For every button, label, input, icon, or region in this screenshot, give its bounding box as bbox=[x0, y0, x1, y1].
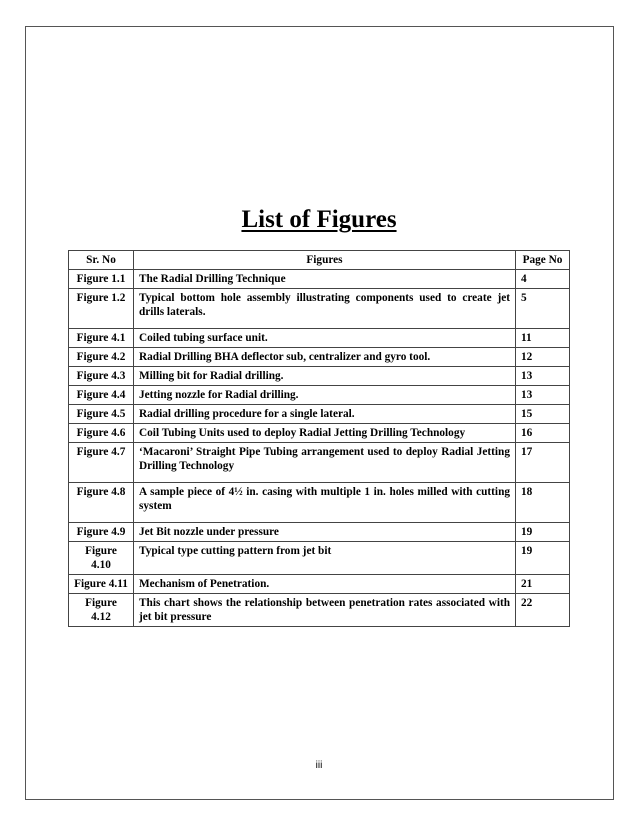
header-sr-no: Sr. No bbox=[69, 251, 134, 270]
figure-number: Figure 1.1 bbox=[69, 270, 134, 289]
page-reference: 13 bbox=[516, 367, 570, 386]
table-row bbox=[69, 542, 570, 575]
page-reference: 13 bbox=[516, 386, 570, 405]
table-row bbox=[69, 289, 570, 329]
page-reference: 5 bbox=[516, 289, 570, 329]
figure-caption: Coil Tubing Units used to deploy Radial Jetting Drilling Technology bbox=[134, 424, 516, 443]
header-figures: Figures bbox=[134, 251, 516, 270]
figure-caption: The Radial Drilling Technique bbox=[134, 270, 516, 289]
header-page-no: Page No bbox=[516, 251, 570, 270]
figure-caption: This chart shows the relationship between penetration rates associated with jet bit pressure bbox=[134, 594, 516, 627]
figure-number: Figure 4.4 bbox=[69, 386, 134, 405]
page-reference: 17 bbox=[516, 443, 570, 483]
figure-number: Figure 4.2 bbox=[69, 348, 134, 367]
figure-number: Figure 4.6 bbox=[69, 424, 134, 443]
figure-caption: Typical bottom hole assembly illustrating components used to create jet drills laterals. bbox=[134, 289, 516, 329]
table-row bbox=[69, 405, 570, 424]
table-row bbox=[69, 386, 570, 405]
page-number: iii bbox=[315, 760, 323, 771]
figure-number: Figure 1.2 bbox=[69, 289, 134, 329]
figure-caption: Mechanism of Penetration. bbox=[134, 575, 516, 594]
figure-number: Figure 4.9 bbox=[69, 523, 134, 542]
table-row bbox=[69, 483, 570, 523]
figure-caption: Milling bit for Radial drilling. bbox=[134, 367, 516, 386]
figure-caption: Jetting nozzle for Radial drilling. bbox=[134, 386, 516, 405]
page-reference: 15 bbox=[516, 405, 570, 424]
page-reference: 18 bbox=[516, 483, 570, 523]
table-row bbox=[69, 523, 570, 542]
figure-number: Figure 4.11 bbox=[69, 575, 134, 594]
page-reference: 4 bbox=[516, 270, 570, 289]
table-row bbox=[69, 443, 570, 483]
figure-caption: Typical type cutting pattern from jet bit bbox=[134, 542, 516, 575]
page-reference: 12 bbox=[516, 348, 570, 367]
figure-number: Figure 4.5 bbox=[69, 405, 134, 424]
page-reference: 11 bbox=[516, 329, 570, 348]
figure-caption: ‘Macaroni’ Straight Pipe Tubing arrangement used to deploy Radial Jetting Drilling Technology bbox=[134, 443, 516, 483]
figure-number: Figure 4.3 bbox=[69, 367, 134, 386]
page-reference: 19 bbox=[516, 523, 570, 542]
table-row bbox=[69, 329, 570, 348]
table-row bbox=[69, 424, 570, 443]
page-reference: 16 bbox=[516, 424, 570, 443]
figure-caption: A sample piece of 4½ in. casing with multiple 1 in. holes milled with cutting system bbox=[134, 483, 516, 523]
page-reference: 22 bbox=[516, 594, 570, 627]
table-row bbox=[69, 367, 570, 386]
table-row bbox=[69, 594, 570, 627]
page-reference: 21 bbox=[516, 575, 570, 594]
table-row bbox=[69, 575, 570, 594]
page-title: List of Figures bbox=[241, 206, 397, 233]
page-reference: 19 bbox=[516, 542, 570, 575]
table-row bbox=[69, 270, 570, 289]
figure-number: Figure 4.8 bbox=[69, 483, 134, 523]
figure-number: Figure 4.1 bbox=[69, 329, 134, 348]
figures-table bbox=[68, 250, 570, 627]
table-header-row bbox=[69, 251, 570, 270]
figure-number: Figure 4.10 bbox=[69, 542, 134, 575]
figure-caption: Radial drilling procedure for a single lateral. bbox=[134, 405, 516, 424]
figure-caption: Coiled tubing surface unit. bbox=[134, 329, 516, 348]
figure-number: Figure 4.12 bbox=[69, 594, 134, 627]
figure-number: Figure 4.7 bbox=[69, 443, 134, 483]
figure-caption: Radial Drilling BHA deflector sub, centralizer and gyro tool. bbox=[134, 348, 516, 367]
table-row bbox=[69, 348, 570, 367]
figure-caption: Jet Bit nozzle under pressure bbox=[134, 523, 516, 542]
